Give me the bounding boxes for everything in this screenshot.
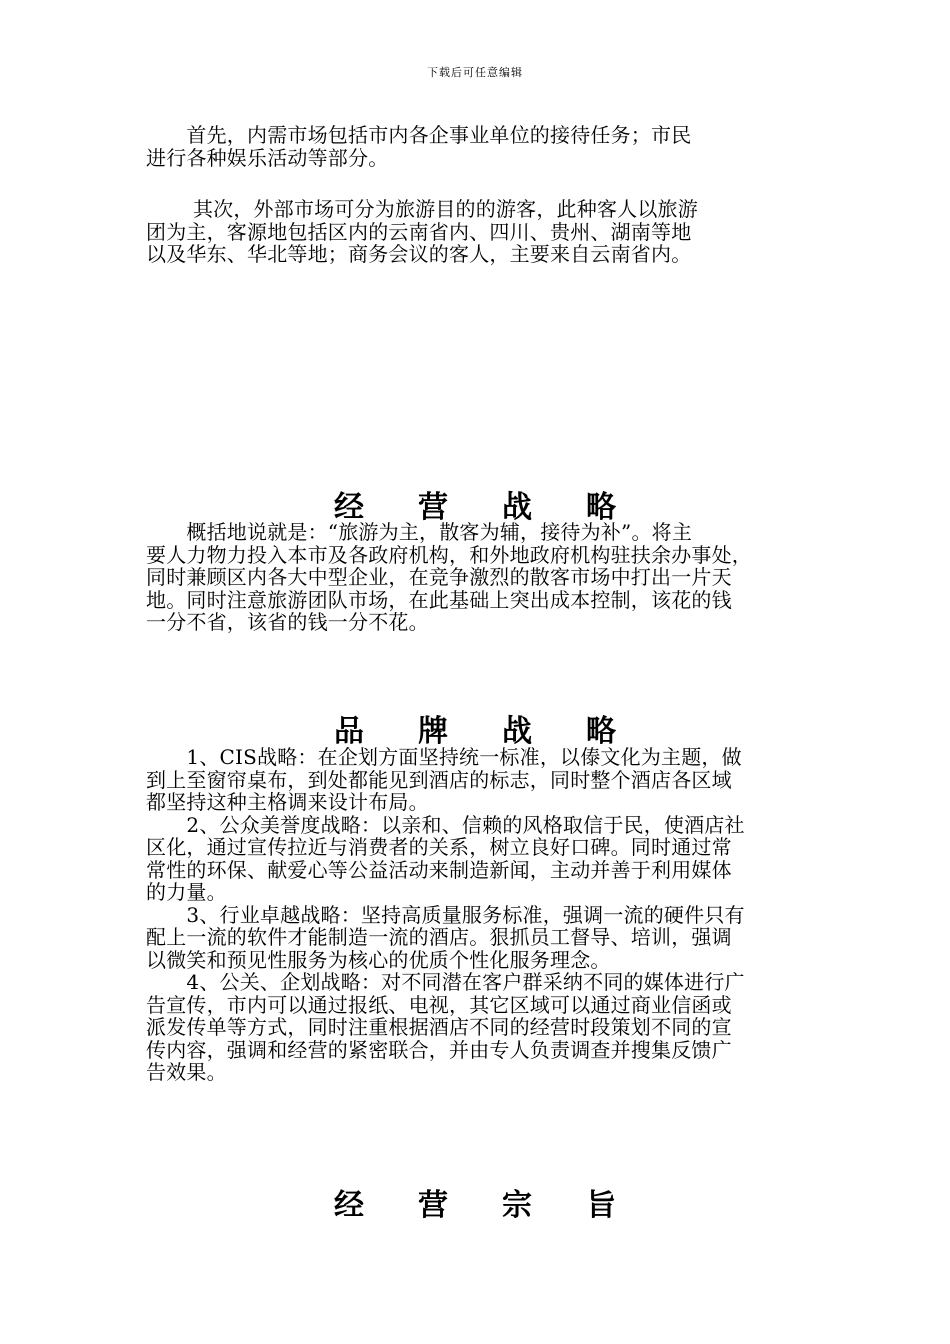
market-paragraph-1 xyxy=(146,124,806,169)
text-line: 都坚持这种主格调来设计布局。 xyxy=(146,790,429,814)
text-line: 配上一流的软件才能制造一流的酒店。狠抓员工督导、培训，强调 xyxy=(146,925,732,949)
section-title-business-purpose: 经营宗旨 xyxy=(334,1188,670,1223)
text-line: 的力量。 xyxy=(146,880,227,904)
market-paragraph-2 xyxy=(146,198,806,266)
text-line: 其次，外部市场可分为旅游目的的游客，此种客人以旅游 xyxy=(146,197,698,221)
section-title-operation-strategy: 经营战略 xyxy=(334,490,670,525)
text-line: 1、CIS战略：在企划方面坚持统一标准，以傣文化为主题，做 xyxy=(146,745,742,769)
text-line: 4、公关、企划战略：对不同潜在客户群采纳不同的媒体进行广 xyxy=(146,970,745,994)
list-item xyxy=(146,814,806,904)
text-line: 以及华东、华北等地；商务会议的客人，主要来自云南省内。 xyxy=(146,242,692,266)
text-line: 到上至窗帘桌布，到处都能见到酒店的标志，同时整个酒店各区域 xyxy=(146,767,732,792)
text-line: 以微笑和预见性服务为核心的优质个性化服务理念。 xyxy=(146,947,611,972)
brand-strategy-list xyxy=(146,746,806,1084)
text-line: 团为主，客源地包括区内的云南省内、四川、贵州、湖南等地 xyxy=(146,219,692,244)
text-line: 常性的环保、献爱心等公益活动来制造新闻，主动并善于利用媒体 xyxy=(146,857,732,882)
text-line: 告效果。 xyxy=(146,1060,227,1084)
text-line: 首先，内需市场包括市内各企事业单位的接待任务；市民 xyxy=(146,123,692,147)
text-line: 同时兼顾区内各大中型企业，在竞争激烈的散客市场中打出一片天 xyxy=(146,565,732,589)
text-line: 2、公众美誉度战略：以亲和、信赖的风格取信于民，使酒店社 xyxy=(146,812,745,837)
section-title-brand-strategy: 品牌战略 xyxy=(334,714,670,749)
text-line: 区化，通过宣传拉近与消费者的关系，树立良好口碑。同时通过常 xyxy=(146,835,732,859)
text-line: 进行各种娱乐活动等部分。 xyxy=(146,145,389,170)
page-header: 下载后可任意编辑 xyxy=(427,66,523,79)
text-line: 一分不省，该省的钱一分不花。 xyxy=(146,610,429,634)
text-line: 3、行业卓越战略：坚持高质量服务标准，强调一流的硬件只有 xyxy=(146,902,745,927)
text-line: 告宣传，市内可以通过报纸、电视，其它区域可以通过商业信函或 xyxy=(146,992,732,1017)
list-item xyxy=(146,971,806,1084)
list-item xyxy=(146,904,806,972)
operation-strategy-paragraph xyxy=(146,521,806,634)
text-line: 派发传单等方式，同时注重根据酒店不同的经营时段策划不同的宣 xyxy=(146,1015,732,1039)
text-line: 要人力物力投入本市及各政府机构，和外地政府机构驻扶余办事处， xyxy=(146,542,752,567)
text-line: 概括地说就是：“旅游为主，散客为辅，接待为补”。将主 xyxy=(146,520,693,544)
text-line: 地。同时注意旅游团队市场，在此基础上突出成本控制，该花的钱 xyxy=(146,587,732,612)
list-item xyxy=(146,746,806,814)
text-line: 传内容，强调和经营的紧密联合，并由专人负责调查并搜集反馈广 xyxy=(146,1037,732,1062)
